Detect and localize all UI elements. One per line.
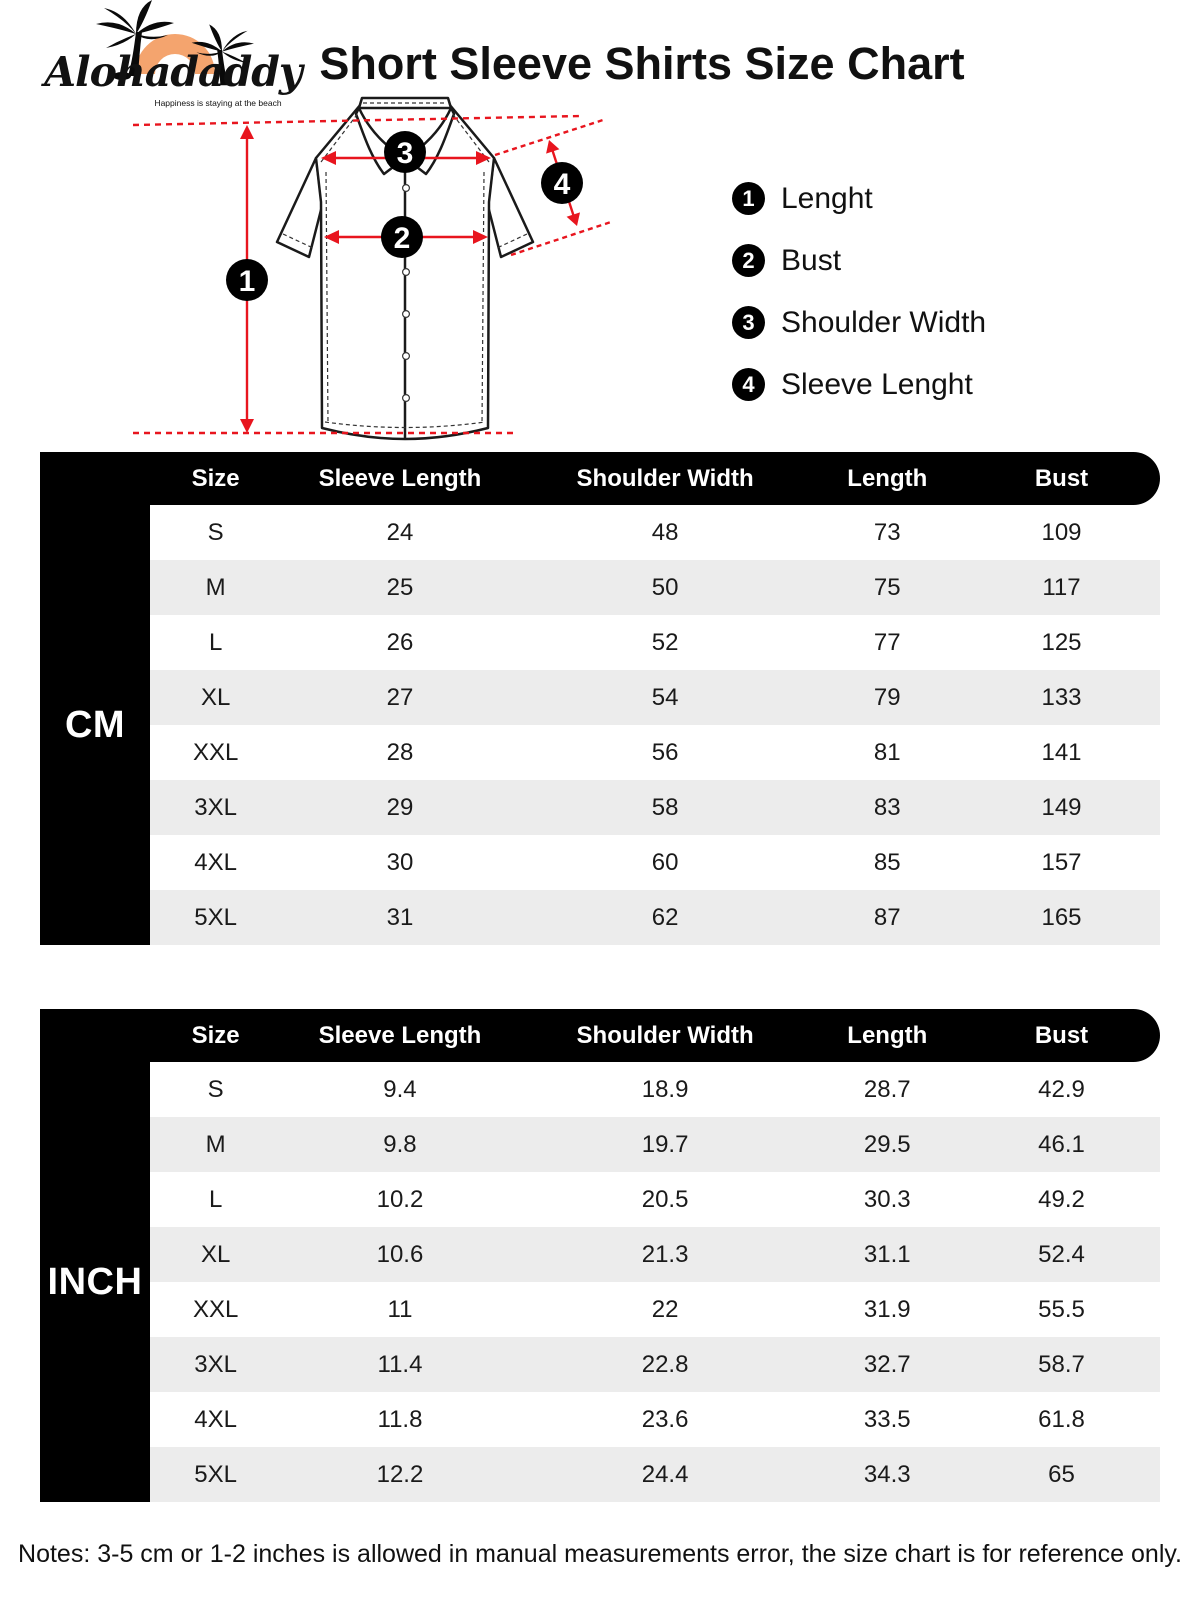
table-cell: 25 — [386, 574, 414, 601]
table-body — [47, 1062, 1160, 1502]
table-cell: 58.7 — [1038, 1351, 1085, 1378]
table-cell: 52 — [651, 629, 679, 656]
callout-1: 1 — [238, 265, 256, 298]
table-cell: 20.5 — [641, 1186, 689, 1213]
unit-label: CM — [64, 703, 126, 746]
column-header-shoulder-width: Shoulder Width — [576, 1022, 754, 1049]
table-cell: 157 — [1041, 849, 1082, 876]
table-cell: S — [207, 1076, 224, 1103]
table-cell: 10.6 — [376, 1241, 424, 1268]
brand-name: Alohadaddy — [44, 48, 302, 96]
table-row — [150, 1062, 1160, 1117]
table-cell: 77 — [873, 629, 901, 656]
legend-item-sleeve-length — [732, 368, 986, 401]
table-cell: 29.5 — [863, 1131, 911, 1158]
table-cell: 52.4 — [1038, 1241, 1085, 1268]
legend-number-2: 2 — [732, 244, 765, 277]
table-cell: 29 — [386, 794, 414, 821]
legend-label: Sleeve Lenght — [781, 367, 973, 401]
table-header-row — [40, 452, 1160, 505]
table-cell: 83 — [873, 794, 901, 821]
table-cell: 85 — [873, 849, 901, 876]
table-cell: 50 — [651, 574, 679, 601]
table-cell: 125 — [1041, 629, 1082, 656]
column-header-size: Size — [191, 465, 240, 492]
table-rows — [150, 1062, 1160, 1502]
table-row — [150, 1447, 1160, 1502]
unit-column-inch — [40, 1062, 150, 1502]
legend-item-length — [732, 182, 986, 215]
table-cell: 109 — [1041, 519, 1082, 546]
table-cell: 5XL — [194, 1461, 237, 1488]
table-cell: 11.4 — [377, 1351, 423, 1378]
table-rows — [150, 505, 1160, 945]
table-cell: 31.9 — [863, 1296, 911, 1323]
table-cell: 133 — [1041, 684, 1082, 711]
legend-item-shoulder-width — [732, 306, 986, 339]
table-cell: 10.2 — [376, 1186, 424, 1213]
table-cell: 42.9 — [1038, 1076, 1085, 1103]
table-cell: 149 — [1041, 794, 1082, 821]
table-cell: 26 — [386, 629, 414, 656]
table-row — [150, 670, 1160, 725]
notes-text: Notes: 3-5 cm or 1-2 inches is allowed in manual measurements error, the size chart is for reference only. — [18, 1540, 1182, 1568]
table-cell: 32.7 — [863, 1351, 911, 1378]
table-header-row — [40, 1009, 1160, 1062]
table-cell: XXL — [192, 1296, 239, 1323]
table-row — [150, 560, 1160, 615]
table-cell: XL — [200, 684, 231, 711]
table-cell: 18.9 — [641, 1076, 689, 1103]
table-cell: 30.3 — [863, 1186, 911, 1213]
table-cell: 12.2 — [376, 1461, 424, 1488]
size-table-inch — [40, 1009, 1160, 1502]
table-cell: M — [205, 1131, 226, 1158]
table-cell: 24 — [386, 519, 414, 546]
table-cell: 79 — [873, 684, 901, 711]
column-header-shoulder-width: Shoulder Width — [576, 465, 754, 492]
table-cell: 87 — [873, 904, 901, 931]
legend-label: Lenght — [781, 181, 873, 215]
table-cell: 48 — [651, 519, 679, 546]
table-cell: S — [207, 519, 224, 546]
brand-tagline: Happiness is staying at the beach — [154, 98, 282, 108]
table-row — [150, 835, 1160, 890]
table-row — [150, 890, 1160, 945]
table-cell: 55.5 — [1038, 1296, 1085, 1323]
table-row — [150, 780, 1160, 835]
column-header-bust: Bust — [1034, 465, 1089, 492]
legend-number-4: 4 — [732, 368, 765, 401]
table-cell: 75 — [873, 574, 901, 601]
legend-number-1: 1 — [732, 182, 765, 215]
table-cell: L — [208, 629, 223, 656]
table-cell: 117 — [1042, 574, 1081, 601]
size-table-cm — [40, 452, 1160, 945]
callout-3: 3 — [396, 137, 414, 170]
shirt-measurement-diagram — [125, 92, 625, 457]
table-cell: 31.1 — [863, 1241, 911, 1268]
table-cell: 34.3 — [863, 1461, 911, 1488]
table-cell: 22 — [651, 1296, 679, 1323]
table-cell: XL — [200, 1241, 231, 1268]
table-cell: XXL — [192, 739, 239, 766]
table-cell: 3XL — [194, 1351, 237, 1378]
table-cell: 4XL — [194, 849, 237, 876]
table-cell: L — [208, 1186, 223, 1213]
table-cell: 49.2 — [1038, 1186, 1085, 1213]
table-row — [150, 1172, 1160, 1227]
table-cell: 61.8 — [1038, 1406, 1085, 1433]
table-cell: 27 — [386, 684, 414, 711]
table-row — [150, 505, 1160, 560]
table-cell: 81 — [873, 739, 901, 766]
table-cell: 4XL — [194, 1406, 237, 1433]
column-header-length: Length — [847, 465, 928, 492]
legend-item-bust — [732, 244, 986, 277]
column-header-length: Length — [847, 1022, 928, 1049]
table-cell: 31 — [386, 904, 414, 931]
unit-label: INCH — [47, 1260, 143, 1303]
table-cell: 30 — [386, 849, 414, 876]
table-row — [150, 615, 1160, 670]
legend-label: Shoulder Width — [781, 305, 987, 339]
table-row — [150, 1282, 1160, 1337]
legend-number-3: 3 — [732, 306, 765, 339]
table-cell: 58 — [651, 794, 679, 821]
column-header-sleeve-length: Sleeve Length — [318, 1022, 482, 1049]
table-cell: 9.4 — [383, 1076, 417, 1103]
table-cell: 22.8 — [641, 1351, 689, 1378]
table-cell: 3XL — [194, 794, 237, 821]
table-cell: 19.7 — [641, 1131, 689, 1158]
table-cell: 62 — [651, 904, 679, 931]
table-cell: 9.8 — [383, 1131, 417, 1158]
table-cell: 65 — [1048, 1461, 1075, 1488]
table-cell: 21.3 — [641, 1241, 689, 1268]
table-cell: 141 — [1041, 739, 1082, 766]
table-cell: 54 — [651, 684, 679, 711]
table-cell: 5XL — [194, 904, 237, 931]
table-row — [150, 1117, 1160, 1172]
callout-4: 4 — [553, 168, 571, 201]
table-cell: 165 — [1041, 904, 1082, 931]
table-cell: 46.1 — [1038, 1131, 1085, 1158]
table-row — [150, 1227, 1160, 1282]
table-cell: 11 — [387, 1296, 413, 1323]
unit-column-cm — [40, 505, 150, 945]
table-cell: 11.8 — [377, 1406, 423, 1433]
measurement-legend — [732, 182, 986, 401]
table-cell: 60 — [651, 849, 679, 876]
table-body — [64, 505, 1160, 945]
table-row — [150, 1392, 1160, 1447]
table-cell: 28 — [386, 739, 414, 766]
table-cell: 56 — [651, 739, 679, 766]
page-title: Short Sleeve Shirts Size Chart — [319, 38, 965, 89]
table-cell: 33.5 — [863, 1406, 911, 1433]
table-cell: 24.4 — [641, 1461, 689, 1488]
column-header-bust: Bust — [1034, 1022, 1089, 1049]
column-header-sleeve-length: Sleeve Length — [318, 465, 482, 492]
callout-2: 2 — [393, 222, 411, 255]
table-row — [150, 1337, 1160, 1392]
table-cell: 23.6 — [641, 1406, 689, 1433]
column-header-size: Size — [191, 1022, 240, 1049]
table-row — [150, 725, 1160, 780]
table-cell: 28.7 — [863, 1076, 911, 1103]
table-cell: 73 — [873, 519, 901, 546]
table-cell: M — [205, 574, 226, 601]
legend-label: Bust — [781, 243, 842, 277]
